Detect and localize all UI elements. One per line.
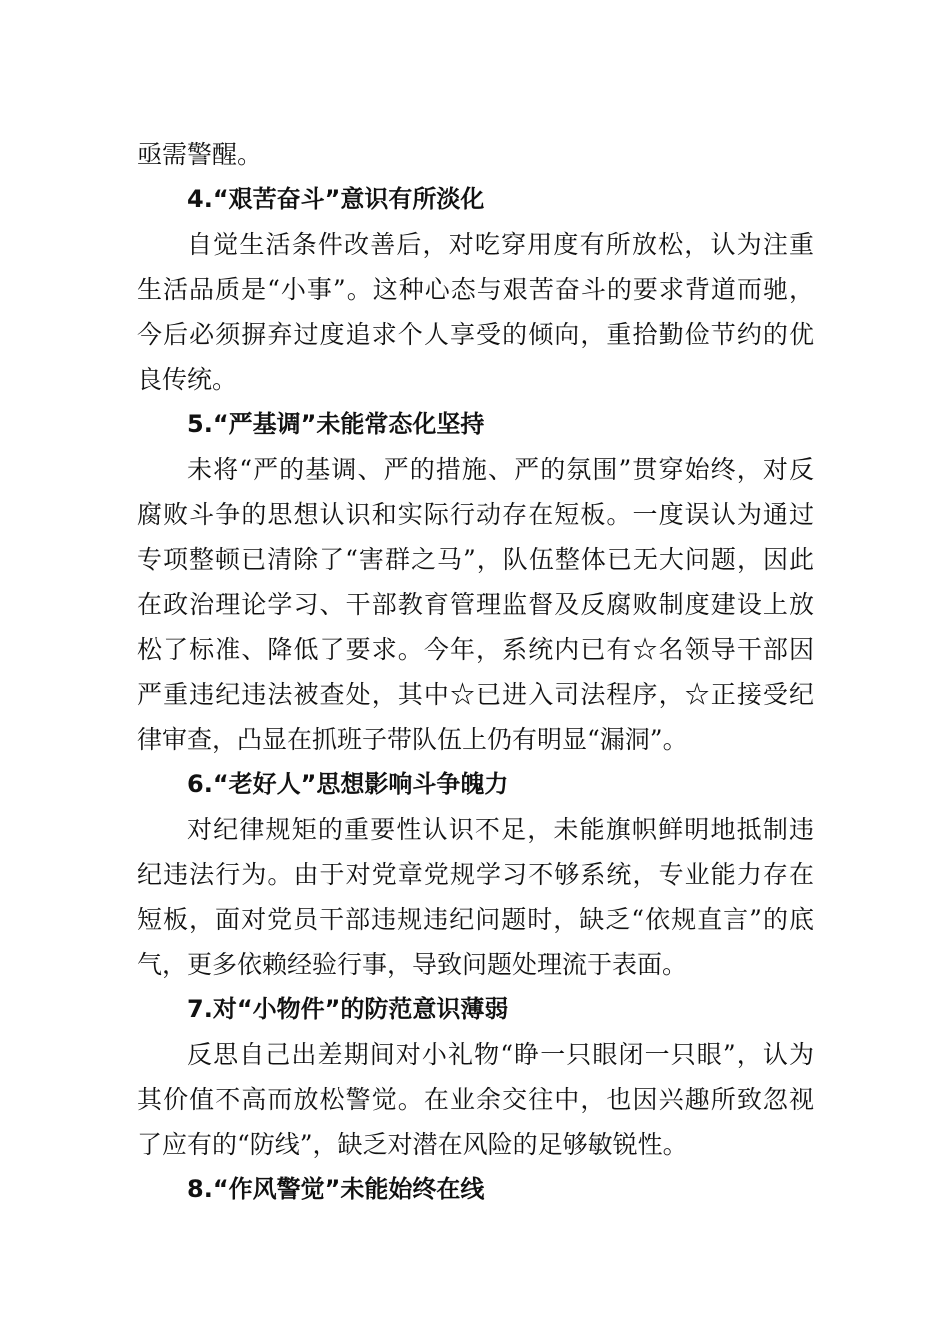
document-body — [137, 132, 814, 1212]
paragraph-line: 了应有的“防线”，缺乏对潜在风险的足够敏锐性。 — [137, 1130, 688, 1159]
paragraph-line: 在政治理论学习、干部教育管理监督及反腐败制度建设上放 — [137, 590, 814, 619]
paragraph-line: 专项整顿已清除了“害群之马”，队伍整体已无大问题，因此 — [137, 545, 814, 574]
paragraph-line: 亟需警醒。 — [137, 140, 263, 169]
paragraph-line: 气，更多依赖经验行事，导致问题处理流于表面。 — [137, 950, 688, 979]
paragraph-line: 自觉生活条件改善后，对吃穿用度有所放松，认为注重 — [187, 230, 814, 259]
paragraph-line: 对纪律规矩的重要性认识不足，未能旗帜鲜明地抵制违 — [187, 815, 814, 844]
paragraph-line: 反思自己出差期间对小礼物“睁一只眼闭一只眼”，认为 — [187, 1040, 814, 1069]
section-heading-4: 4.“艰苦奋斗”意识有所淡化 — [187, 185, 485, 213]
paragraph-line: 腐败斗争的思想认识和实际行动存在短板。一度误认为通过 — [137, 500, 814, 529]
paragraph-line: 今后必须摒弃过度追求个人享受的倾向，重拾勤俭节约的优 — [137, 320, 814, 349]
paragraph-line: 严重违纪违法被查处，其中☆已进入司法程序，☆正接受纪 — [137, 680, 814, 709]
section-heading-6: 6.“老好人”思想影响斗争魄力 — [187, 770, 509, 798]
section-heading-5: 5.“严基调”未能常态化坚持 — [187, 410, 485, 438]
paragraph-line: 未将“严的基调、严的措施、严的氛围”贯穿始终，对反 — [187, 455, 814, 484]
paragraph-line: 松了标准、降低了要求。今年，系统内已有☆名领导干部因 — [137, 635, 814, 664]
section-heading-8: 8.“作风警觉”未能始终在线 — [187, 1175, 485, 1203]
paragraph-line: 律审查，凸显在抓班子带队伍上仍有明显“漏洞”。 — [137, 725, 688, 754]
section-heading-7: 7.对“小物件”的防范意识薄弱 — [187, 995, 509, 1023]
paragraph-line: 生活品质是“小事”。这种心态与艰苦奋斗的要求背道而驰， — [137, 275, 814, 304]
paragraph-line: 纪违法行为。由于对党章党规学习不够系统，专业能力存在 — [137, 860, 814, 889]
paragraph-line: 短板，面对党员干部违规违纪问题时，缺乏“依规直言”的底 — [137, 905, 814, 934]
paragraph-line: 其价值不高而放松警觉。在业余交往中，也因兴趣所致忽视 — [137, 1085, 814, 1114]
paragraph-line: 良传统。 — [137, 365, 238, 394]
